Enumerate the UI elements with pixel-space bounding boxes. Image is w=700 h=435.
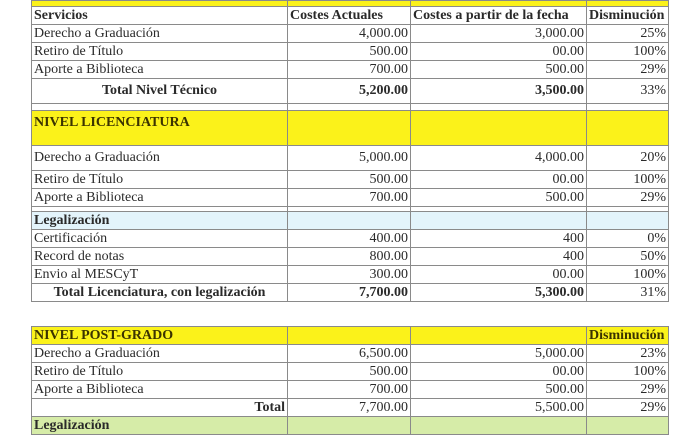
cost-new: 400 [411, 230, 587, 248]
section-title: NIVEL POST-GRADO [32, 327, 288, 345]
service-name: Record de notas [32, 248, 288, 266]
subsection-title: Legalización [32, 212, 288, 230]
table-row [32, 363, 669, 381]
total-label: Total [32, 399, 288, 417]
total-new: 5,300.00 [411, 284, 587, 302]
spacer-row [32, 104, 669, 111]
decrease: 29% [587, 189, 669, 207]
decrease: 0% [587, 230, 669, 248]
cost-current: 700.00 [288, 381, 411, 399]
total-label: Total Nivel Técnico [32, 79, 288, 104]
total-row-licenciatura [32, 284, 669, 302]
decrease: 29% [587, 61, 669, 79]
total-new: 5,500.00 [411, 399, 587, 417]
subsection-title: Legalización [32, 417, 288, 435]
table-row [32, 43, 669, 61]
header-disminucion: Disminución [587, 327, 669, 345]
header-row [32, 7, 669, 25]
decrease: 100% [587, 171, 669, 189]
cost-current: 400.00 [288, 230, 411, 248]
fees-table-postgrado [31, 326, 669, 435]
table-row [32, 61, 669, 79]
cost-current: 300.00 [288, 266, 411, 284]
cost-current: 5,000.00 [288, 146, 411, 171]
table-row [32, 248, 669, 266]
service-name: Derecho a Graduación [32, 25, 288, 43]
section-header-postgrado [32, 327, 669, 345]
total-decrease: 31% [587, 284, 669, 302]
total-new: 3,500.00 [411, 79, 587, 104]
header-costes-actuales: Costes Actuales [288, 7, 411, 25]
header-disminucion: Disminución [587, 7, 669, 25]
service-name: Retiro de Título [32, 171, 288, 189]
header-servicios: Servicios [32, 7, 288, 25]
subsection-header-legalizacion [32, 417, 669, 435]
cost-current: 500.00 [288, 363, 411, 381]
service-name: Aporte a Biblioteca [32, 189, 288, 207]
decrease: 100% [587, 363, 669, 381]
section-title: NIVEL LICENCIATURA [32, 111, 288, 146]
table-row [32, 381, 669, 399]
service-name: Retiro de Título [32, 43, 288, 61]
decrease: 100% [587, 43, 669, 61]
fees-table-tecnico-licenciatura [31, 0, 669, 302]
total-current: 7,700.00 [288, 399, 411, 417]
cost-current: 800.00 [288, 248, 411, 266]
table-row [32, 266, 669, 284]
table-row [32, 189, 669, 207]
cost-new: 500.00 [411, 381, 587, 399]
total-current: 7,700.00 [288, 284, 411, 302]
table-row [32, 171, 669, 189]
cost-current: 700.00 [288, 61, 411, 79]
cost-current: 700.00 [288, 189, 411, 207]
table-row [32, 230, 669, 248]
cost-new: 00.00 [411, 363, 587, 381]
decrease: 100% [587, 266, 669, 284]
cost-new: 500.00 [411, 61, 587, 79]
cost-new: 00.00 [411, 43, 587, 61]
total-decrease: 29% [587, 399, 669, 417]
cost-new: 400 [411, 248, 587, 266]
table-row [32, 345, 669, 363]
decrease: 20% [587, 146, 669, 171]
service-name: Certificación [32, 230, 288, 248]
service-name: Retiro de Título [32, 363, 288, 381]
service-name: Aporte a Biblioteca [32, 61, 288, 79]
decrease: 23% [587, 345, 669, 363]
cost-current: 500.00 [288, 171, 411, 189]
cost-new: 00.00 [411, 171, 587, 189]
total-current: 5,200.00 [288, 79, 411, 104]
decrease: 29% [587, 381, 669, 399]
service-name: Envio al MESCyT [32, 266, 288, 284]
table-row [32, 146, 669, 171]
section-header-licenciatura [32, 111, 669, 146]
cost-new: 00.00 [411, 266, 587, 284]
service-name: Derecho a Graduación [32, 146, 288, 171]
subsection-header-legalizacion [32, 212, 669, 230]
cost-current: 500.00 [288, 43, 411, 61]
total-decrease: 33% [587, 79, 669, 104]
total-label: Total Licenciatura, con legalización [32, 284, 288, 302]
service-name: Derecho a Graduación [32, 345, 288, 363]
cost-new: 500.00 [411, 189, 587, 207]
total-row-postgrado [32, 399, 669, 417]
cost-new: 3,000.00 [411, 25, 587, 43]
decrease: 25% [587, 25, 669, 43]
total-row-tecnico [32, 79, 669, 104]
cost-current: 4,000.00 [288, 25, 411, 43]
cost-current: 6,500.00 [288, 345, 411, 363]
decrease: 50% [587, 248, 669, 266]
service-name: Aporte a Biblioteca [32, 381, 288, 399]
header-costes-nuevos: Costes a partir de la fecha [411, 7, 587, 25]
table-row [32, 25, 669, 43]
cost-new: 5,000.00 [411, 345, 587, 363]
cost-new: 4,000.00 [411, 146, 587, 171]
